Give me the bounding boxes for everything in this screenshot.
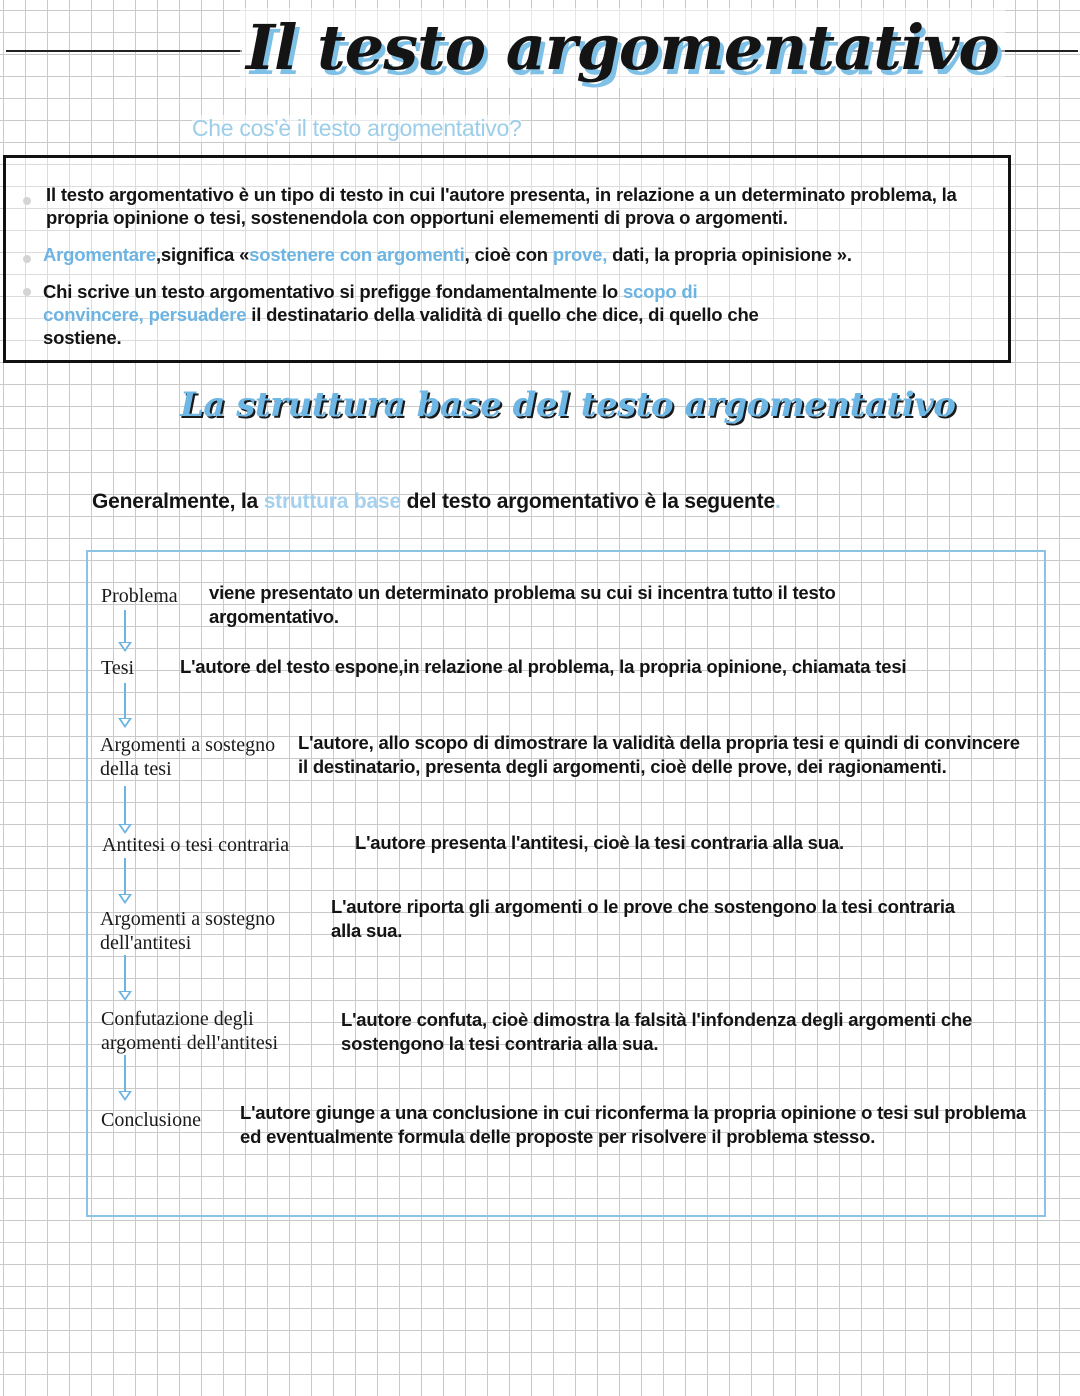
definition-text-3c: il destinatario della validità di quello che dice, di quello che sostiene. xyxy=(43,304,759,348)
step-label-argomenti-antitesi-text: Argomenti a sostegno dell'antitesi xyxy=(100,908,276,954)
arrow-down-icon xyxy=(118,683,132,728)
step-label-argomenti-antitesi xyxy=(100,907,325,955)
definition-text-2d: , cioè con xyxy=(464,244,553,265)
definition-paragraph-1 xyxy=(46,183,991,229)
definition-text-2f: dati, la propria opinisione ». xyxy=(607,244,852,265)
step-desc-tesi: L'autore del testo espone,in relazione al problema, la propria opinione, chiamata tesi xyxy=(180,656,907,677)
subtitle: Che cos'è il testo argomentativo? xyxy=(192,115,522,141)
intro-text xyxy=(92,490,781,514)
definition-text-2b: ,significa « xyxy=(155,244,250,265)
step-label-confutazione-text: Confutazione degli argomenti dell'antitesi xyxy=(101,1008,279,1054)
keyword-prove: prove, xyxy=(552,244,608,265)
definition-text-3a: Chi scrive un testo argomentativo si prefigge fondamentalmente lo xyxy=(43,281,623,302)
keyword-sostenere: sostenere con argomenti xyxy=(249,244,465,265)
arrow-down-icon xyxy=(118,1055,132,1101)
section-title: La struttura base del testo argomentativo xyxy=(180,385,956,425)
bullet-icon xyxy=(23,288,31,296)
step-label-tesi: Tesi xyxy=(101,657,135,679)
step-desc-problema: viene presentato un determinato problema su cui si incentra tutto il testo argomentativo. xyxy=(209,582,836,627)
step-desc-confutazione: L'autore confuta, cioè dimostra la falsità l'infondenza degli argomenti che sostengono la tesi contraria alla sua. xyxy=(341,1009,973,1054)
step-desc-conclusione: L'autore giunge a una conclusione in cui riconferma la propria opinione o tesi sul problema ed eventualmente formula delle proposte per risolvere il problema stesso. xyxy=(240,1102,1026,1147)
step-label-antitesi: Antitesi o tesi contraria xyxy=(102,834,290,856)
step-desc-antitesi: L'autore presenta l'antitesi, cioè la tesi contraria alla sua. xyxy=(355,832,844,853)
step-label-conclusione: Conclusione xyxy=(101,1109,201,1131)
intro-text-d: . xyxy=(774,490,781,513)
intro-text-a: Generalmente, la xyxy=(92,490,264,513)
step-desc-argomenti-tesi: L'autore, allo scopo di dimostrare la validità della propria tesi e quindi di convincere il destinatario, presenta degli argomenti, cioè delle prove, dei ragionamenti. xyxy=(298,732,1020,777)
arrow-down-icon xyxy=(118,610,132,652)
title-rule-left xyxy=(6,50,242,52)
step-label-argomenti-tesi xyxy=(100,733,290,781)
title-block xyxy=(240,8,999,98)
keyword-argomentare: Argomentare xyxy=(43,244,156,265)
definition-text-1: Il testo argomentativo è un tipo di testo in cui l'autore presenta, in relazione a un determinato problema, la propria opinione o tesi, sostenendola con opportuni elemementi di prova o argomenti. xyxy=(46,184,957,228)
step-label-argomenti-tesi-text: Argomenti a sostegno della tesi xyxy=(100,734,276,780)
step-label-problema: Problema xyxy=(101,585,178,607)
page-title: Il testo argomentativo xyxy=(240,8,1005,88)
step-desc-argomenti-antitesi: L'autore riporta gli argomenti o le prove che sostengono la tesi contraria alla sua. xyxy=(331,896,955,941)
keyword-struttura-base: struttura base xyxy=(263,490,401,513)
intro-text-c: del testo argomentativo è la seguente xyxy=(400,490,775,513)
keyword-scopo: scopo di convincere, persuadere xyxy=(43,281,698,325)
bullet-icon xyxy=(23,197,31,205)
arrow-down-icon xyxy=(118,786,132,834)
bullet-icon xyxy=(23,255,31,263)
definition-paragraph-3 xyxy=(43,280,793,349)
definition-box xyxy=(3,155,1011,363)
definition-paragraph-2 xyxy=(43,243,988,266)
step-label-confutazione xyxy=(101,1007,336,1055)
arrow-down-icon xyxy=(118,955,132,1001)
arrow-down-icon xyxy=(118,858,132,904)
